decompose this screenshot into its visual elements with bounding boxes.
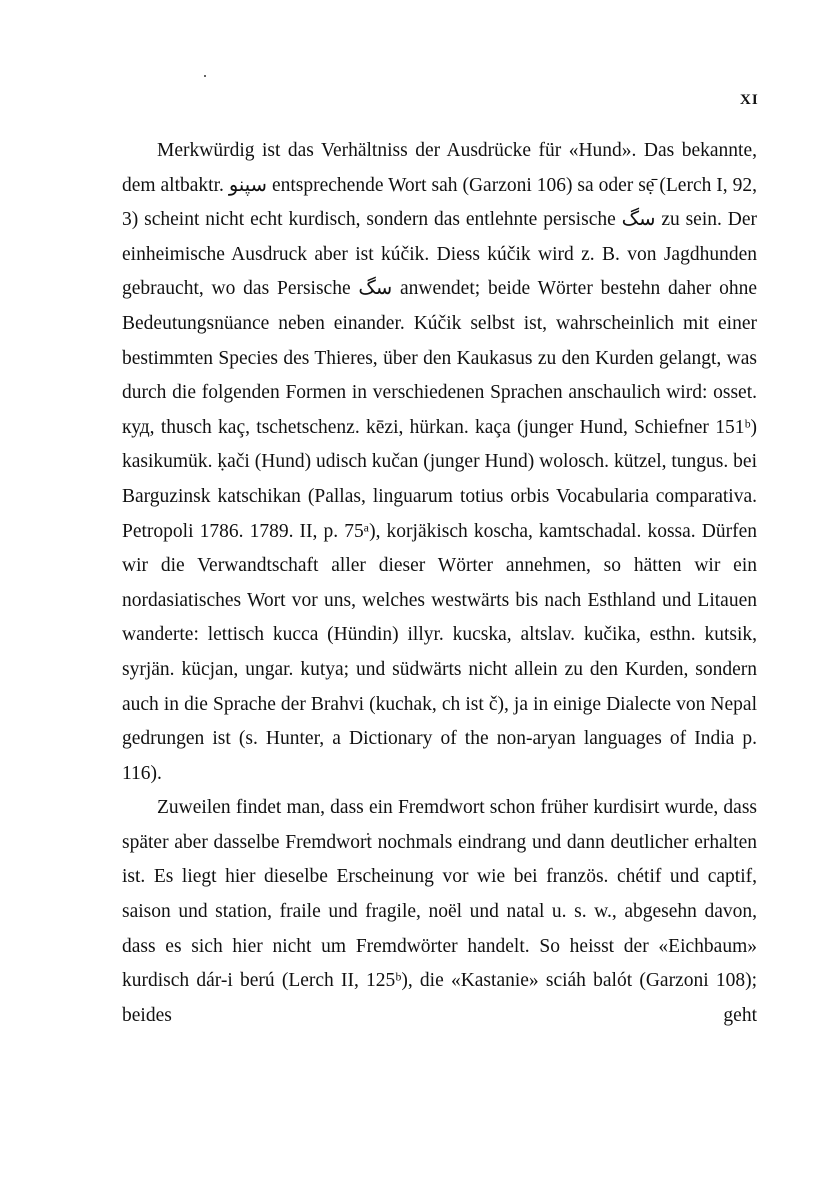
paragraph-hund: Merkwürdig ist das Verhältniss der Ausdrücke für «Hund». Das bekannte, dem altbaktr. سپنو entsprechende Wort sah (Garzoni 106) sa oder sẹ̄ (Lerch I, 92, 3) scheint nicht echt kurdisch, sondern das entlehnte persische سگ zu sein. Der einheimische Ausdruck aber ist kúčik. Diess kúčik wird z. B. von Jagdhunden gebraucht, wo das Persische سگ anwendet; beide Wörter bestehn daher ohne Bedeutungsnüance neben einander. Kúčik selbst ist, wahrscheinlich mit einer bestimmten Species des Thieres, über den Kaukasus zu den Kurden gelangt, was durch die folgenden Formen in verschiedenen Sprachen anschaulich wird: osset. куд, thusch kaç, tschetschenz. kēzi, hürkan. kaça (junger Hund, Schiefner 151ᵇ) kasikumük. ḳači (Hund) udisch kučan (junger Hund) wolosch. kützel, tungus. bei Barguzinsk katschikan (Pallas, linguarum totius orbis Vocabularia comparativa. Petropoli 1786. 1789. II, p. 75ᵃ), korjäkisch koscha, kamtschadal. kossa. Dürfen wir die Verwandtschaft aller dieser Wörter annehmen, so hätten wir ein nordasiatisches Wort vor uns, welches westwärts bis nach Esthland und Litauen wanderte: lettisch kucca (Hündin) illyr. kucska, altslav. kučika, esthn. kutsik, syrjän. kücjan, ungar. kutya; und südwärts nicht allein zu den Kurden, sondern auch in die Sprache der Brahvi (kuchak, ch ist č), ja in einige Dialecte von Nepal gedrungen ist (s. Hunter, a Dictionary of the non-aryan languages of India p. 116). — [122, 140, 757, 784]
ink-speck — [204, 75, 206, 77]
body-text — [122, 134, 757, 1033]
paragraph-fremdwort: Zuweilen findet man, dass ein Fremdwort schon früher kurdisirt wurde, dass später aber dasselbe Fremdwort nochmals eindrang und dann deutlicher erhalten ist. Es liegt hier dieselbe Erscheinung vor wie bei französ. chétif und captif, saison und station, fraile und fragile, noël und natal u. s. w., abgesehn davon, dass es sich hier nicht um Fremdwörter handelt. So heisst der «Eichbaum» kurdisch dár-i berú (Lerch II, 125ᵇ), die «Kastanie» sciáh balót (Garzoni 108); beides geht — [122, 797, 757, 1026]
page-number: XI — [740, 92, 759, 108]
